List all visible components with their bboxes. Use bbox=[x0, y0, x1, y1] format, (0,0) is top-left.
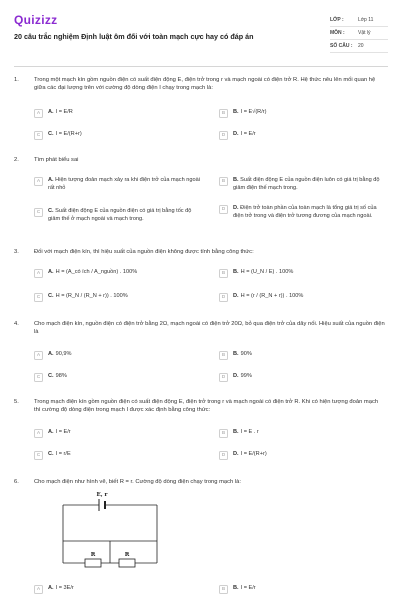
option-c[interactable] bbox=[34, 373, 204, 382]
option-d[interactable] bbox=[219, 131, 384, 140]
option-b[interactable] bbox=[219, 429, 384, 438]
question-3 bbox=[14, 249, 388, 314]
option-text: I = E/r bbox=[55, 429, 71, 435]
option-text: I = E/(R+r) bbox=[240, 451, 267, 457]
option-text bbox=[233, 177, 384, 192]
option-d[interactable] bbox=[219, 451, 384, 460]
option-text: H = (R_N / (R_N + r)) . 100% bbox=[55, 293, 128, 299]
meta-value: 20 bbox=[358, 42, 364, 49]
option-badge: D bbox=[219, 131, 228, 140]
option-text bbox=[48, 177, 204, 192]
option-text: I = E . r bbox=[240, 429, 259, 435]
option-label: A. bbox=[48, 429, 54, 435]
question-number: 6. bbox=[14, 479, 19, 485]
question-2 bbox=[14, 157, 388, 242]
option-label: D. bbox=[233, 205, 239, 211]
option-d[interactable] bbox=[219, 205, 384, 220]
option-d[interactable] bbox=[219, 373, 384, 382]
option-badge: A bbox=[34, 177, 43, 186]
resistor-2-label: R bbox=[124, 552, 130, 558]
circuit-wires bbox=[63, 505, 157, 563]
page-title: 20 câu trắc nghiệm Định luật ôm đối với toàn mạch cực hay có đáp án bbox=[14, 32, 254, 41]
option-b[interactable] bbox=[219, 109, 384, 118]
option-badge: B bbox=[219, 109, 228, 118]
option-badge: A bbox=[34, 585, 43, 594]
meta-row-subject bbox=[330, 27, 388, 40]
question-text: Đối với mạch điện kín, thì hiệu suất của nguồn điện không được tính bằng công thức: bbox=[34, 249, 254, 255]
option-label: A. bbox=[48, 585, 54, 591]
option-text: 90% bbox=[240, 351, 252, 357]
question-number: 1. bbox=[14, 77, 19, 83]
option-body: Điện trở toàn phần của toàn mạch là tổng giá trị số của điện trở trong và điện trở tương đương của mạch ngoài. bbox=[233, 205, 377, 219]
option-text: 90,9% bbox=[55, 351, 72, 357]
option-a[interactable] bbox=[34, 351, 204, 360]
question-number: 3. bbox=[14, 249, 19, 255]
option-body: Suất điện động E của nguồn điện luôn có giá trị bằng độ giảm điện thế mạch trong. bbox=[233, 177, 380, 191]
option-label: C. bbox=[48, 131, 54, 137]
option-a[interactable] bbox=[34, 429, 204, 438]
option-text: H = (U_N / E) . 100% bbox=[240, 269, 294, 275]
meta-key: MÔN : bbox=[330, 29, 345, 36]
option-badge: B bbox=[219, 351, 228, 360]
option-badge: C bbox=[34, 131, 43, 140]
option-text: I = E√(R/r) bbox=[240, 109, 267, 115]
question-text: Trong mạch điện kín gồm nguồn điện có suất điện động E, điện trở trong r và mạch ngoài có điện trở R. Khi có hiện tượng đoản mạch thì cường độ dòng điện trong mạch I được xác định bằng công thức: bbox=[34, 399, 379, 413]
option-badge: C bbox=[34, 208, 43, 217]
option-text: I = 3E/r bbox=[55, 585, 74, 591]
option-badge: C bbox=[34, 293, 43, 302]
option-label: A. bbox=[48, 351, 54, 357]
option-label: D. bbox=[233, 373, 239, 379]
option-d[interactable] bbox=[219, 293, 384, 302]
option-text: H = (r / (R_N + r)) . 100% bbox=[240, 293, 304, 299]
option-text: H = (A_có ích / A_nguồn) . 100% bbox=[55, 269, 138, 275]
option-badge: B bbox=[219, 177, 228, 186]
page-header bbox=[14, 12, 388, 62]
option-text: 98% bbox=[55, 373, 67, 379]
question-text: Cho mạch điện kín, nguồn điện có điện trở bằng 2Ω, mạch ngoài có điện trở 20Ω, bỏ qua điện trở của dây nối. Hiệu suất của nguồn điện là bbox=[34, 321, 385, 335]
option-label: B. bbox=[233, 177, 239, 183]
question-number: 4. bbox=[14, 321, 19, 327]
question-number: 5. bbox=[14, 399, 19, 405]
option-badge: D bbox=[219, 373, 228, 382]
option-label: C. bbox=[48, 208, 54, 214]
option-c[interactable] bbox=[34, 451, 204, 460]
question-text: Cho mạch điện như hình vẽ, biết R = r. Cường độ dòng điện chạy trong mạch là: bbox=[34, 479, 242, 485]
option-label: C. bbox=[48, 373, 54, 379]
meta-value: Lớp 11 bbox=[358, 16, 374, 23]
option-badge: C bbox=[34, 373, 43, 382]
source-label: E, r bbox=[96, 492, 108, 498]
option-label: A. bbox=[48, 177, 54, 183]
option-badge: A bbox=[34, 109, 43, 118]
option-badge: C bbox=[34, 451, 43, 460]
option-b[interactable] bbox=[219, 269, 384, 278]
option-text: I = E/r bbox=[240, 585, 256, 591]
option-label: B. bbox=[233, 585, 239, 591]
option-label: C. bbox=[48, 293, 54, 299]
option-a[interactable] bbox=[34, 585, 204, 594]
option-b[interactable] bbox=[219, 351, 384, 360]
option-label: A. bbox=[48, 269, 54, 275]
option-label: B. bbox=[233, 429, 239, 435]
option-label: C. bbox=[48, 451, 54, 457]
question-number: 2. bbox=[14, 157, 19, 163]
question-4 bbox=[14, 321, 388, 391]
option-badge: D bbox=[219, 451, 228, 460]
option-a[interactable] bbox=[34, 109, 204, 118]
option-a[interactable] bbox=[34, 177, 204, 192]
option-b[interactable] bbox=[219, 585, 384, 594]
option-label: A. bbox=[48, 109, 54, 115]
question-text: Tìm phát biểu sai bbox=[34, 157, 79, 163]
circuit-diagram bbox=[55, 492, 165, 572]
option-text bbox=[48, 208, 204, 223]
question-1 bbox=[14, 77, 388, 152]
resistor-2 bbox=[119, 559, 135, 567]
meta-row-class bbox=[330, 14, 388, 27]
option-text bbox=[233, 205, 384, 220]
option-label: B. bbox=[233, 269, 239, 275]
option-label: D. bbox=[233, 131, 239, 137]
option-label: D. bbox=[233, 451, 239, 457]
option-badge: D bbox=[219, 205, 228, 214]
option-a[interactable] bbox=[34, 269, 204, 278]
quizizz-logo: Quizizz bbox=[14, 13, 58, 27]
option-badge: A bbox=[34, 429, 43, 438]
option-text: I = r/E bbox=[55, 451, 71, 457]
option-text: I = E/(R+r) bbox=[55, 131, 82, 137]
option-body: Hiện tượng đoản mạch xảy ra khi điện trở của mạch ngoài rất nhỏ bbox=[48, 177, 200, 191]
option-b[interactable] bbox=[219, 177, 384, 192]
meta-value: Vật lý bbox=[358, 29, 371, 36]
option-badge: A bbox=[34, 351, 43, 360]
option-label: B. bbox=[233, 351, 239, 357]
option-badge: D bbox=[219, 293, 228, 302]
option-label: B. bbox=[233, 109, 239, 115]
question-text: Trong một mạch kín gồm nguồn điện có suất điện động E, điện trở trong r và mạch ngoài có điện trở R. Hệ thức nêu lên mối quan hệ giữa các đại lượng trên với cường độ dòng điện I chạy trong mạch là: bbox=[34, 77, 376, 91]
option-text: I = E/r bbox=[240, 131, 256, 137]
question-5 bbox=[14, 399, 388, 471]
option-text: I = E/R bbox=[55, 109, 73, 115]
option-badge: A bbox=[34, 269, 43, 278]
option-c[interactable] bbox=[34, 131, 204, 140]
option-badge: B bbox=[219, 429, 228, 438]
option-badge: B bbox=[219, 269, 228, 278]
battery-symbol bbox=[99, 499, 105, 511]
resistor-1-label: R bbox=[90, 552, 96, 558]
header-divider bbox=[14, 66, 388, 67]
option-text: 99% bbox=[240, 373, 252, 379]
meta-key: SỐ CÂU : bbox=[330, 42, 353, 49]
option-c[interactable] bbox=[34, 208, 204, 223]
option-body: Suất điện động E của nguồn điện có giá trị bằng tốc độ giảm thế ở mạch ngoài và mạch trong. bbox=[48, 208, 192, 222]
option-c[interactable] bbox=[34, 293, 204, 302]
meta-key: LỚP : bbox=[330, 16, 344, 23]
option-badge: B bbox=[219, 585, 228, 594]
meta-info bbox=[330, 14, 388, 53]
resistor-1 bbox=[85, 559, 101, 567]
meta-row-count bbox=[330, 40, 388, 53]
option-label: D. bbox=[233, 293, 239, 299]
